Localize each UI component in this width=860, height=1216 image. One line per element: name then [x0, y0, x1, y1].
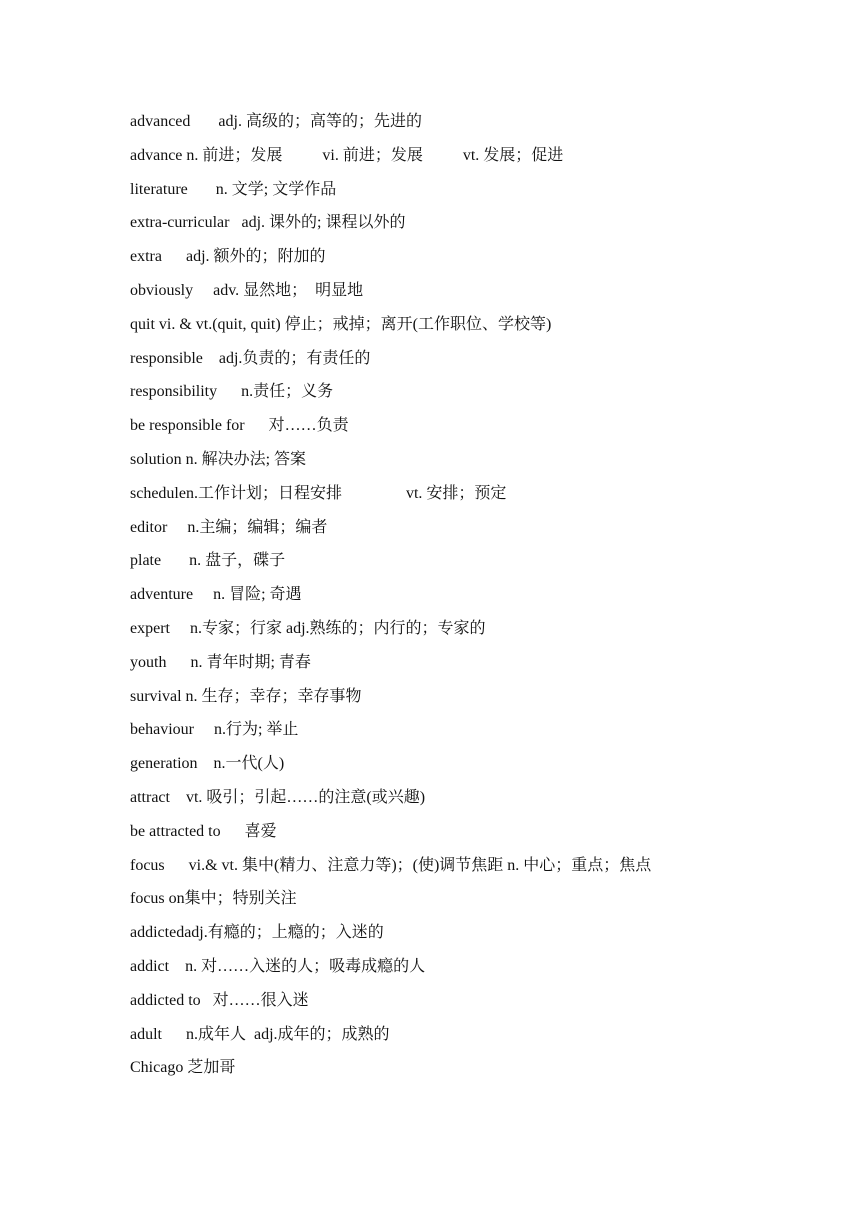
vocab-entry-extra: extra adj. 额外的；附加的	[130, 248, 326, 266]
vocab-entry-chicago: Chicago 芝加哥	[130, 1059, 236, 1077]
vocab-entry-schedule: schedulen.工作计划；日程安排 vt. 安排；预定	[130, 484, 507, 502]
vocab-entry-adult: adult n.成年人 adj.成年的；成熟的	[130, 1025, 390, 1043]
vocab-entry-editor: editor n.主编；编辑；编者	[130, 518, 328, 536]
vocab-entry-addicted: addictedadj.有瘾的；上瘾的；入迷的	[130, 924, 384, 942]
vocab-entry-extra-curricular: extra-curricular adj. 课外的; 课程以外的	[130, 214, 406, 232]
vocab-entry-responsibility: responsibility n.责任；义务	[130, 383, 334, 401]
vocab-entry-youth: youth n. 青年时期; 青春	[130, 653, 311, 671]
vocab-entry-focus-on: focus on集中；特别关注	[130, 890, 297, 908]
vocab-entry-addict: addict n. 对……入迷的人；吸毒成瘾的人	[130, 957, 426, 975]
vocab-entry-quit: quit vi. & vt.(quit, quit) 停止；戒掉；离开(工作职位、学校等)	[130, 315, 552, 333]
vocab-entry-behaviour: behaviour n.行为; 举止	[130, 721, 299, 739]
vocab-entry-survival: survival n. 生存；幸存；幸存事物	[130, 687, 362, 705]
vocab-entry-obviously: obviously adv. 显然地； 明显地	[130, 281, 364, 299]
vocab-entry-responsible: responsible adj.负责的；有责任的	[130, 349, 371, 367]
vocab-entry-advanced: advanced adj. 高级的；高等的；先进的	[130, 113, 422, 130]
vocab-entry-focus: focus vi.& vt. 集中(精力、注意力等)；(使)调节焦距 n. 中心；重点；焦点	[130, 856, 652, 874]
vocabulary-list	[130, 108, 810, 1088]
vocab-entry-solution: solution n. 解决办法; 答案	[130, 450, 307, 468]
vocab-entry-advance: advance n. 前进；发展 vi. 前进；发展 vt. 发展；促进	[130, 146, 564, 164]
vocab-entry-literature: literature n. 文学; 文学作品	[130, 180, 337, 198]
vocab-entry-be-attracted-to: be attracted to 喜爱	[130, 822, 277, 840]
vocab-entry-be-responsible-for: be responsible for 对……负责	[130, 417, 349, 435]
vocab-entry-addicted-to: addicted to 对……很入迷	[130, 991, 309, 1009]
vocab-entry-attract: attract vt. 吸引；引起……的注意(或兴趣)	[130, 788, 426, 806]
vocab-entry-expert: expert n.专家；行家 adj.熟练的；内行的；专家的	[130, 619, 486, 637]
vocab-entry-plate: plate n. 盘子，碟子	[130, 552, 286, 570]
vocab-entry-generation: generation n.一代(人)	[130, 755, 285, 773]
vocab-entry-adventure: adventure n. 冒险; 奇遇	[130, 586, 302, 604]
